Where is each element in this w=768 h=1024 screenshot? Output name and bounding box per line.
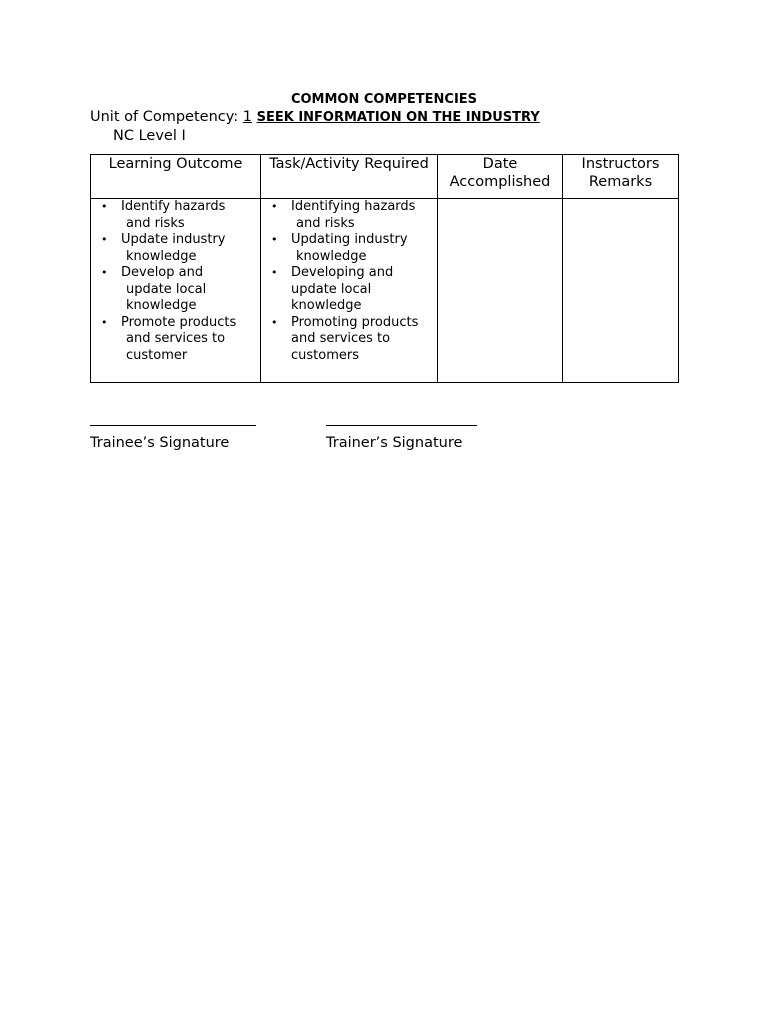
unit-of-competency <box>90 109 540 125</box>
list-item-text: update local <box>126 281 207 297</box>
task-activity-list <box>261 199 437 364</box>
trainee-signature-label: Trainee’s Signature <box>90 435 230 451</box>
trainee-signature-line[interactable] <box>90 425 256 426</box>
list-item <box>121 265 260 315</box>
learning-outcome-cell <box>91 199 261 383</box>
trainer-signature-line[interactable] <box>326 425 477 426</box>
header-date-accomplished <box>438 155 563 199</box>
header-task-activity <box>261 155 438 199</box>
list-item <box>291 232 437 265</box>
list-item <box>291 265 437 315</box>
list-item-text: Update industry <box>121 232 226 247</box>
learning-outcome-list <box>91 199 260 364</box>
unit-prefix: Unit of Competency: <box>90 109 243 125</box>
date-accomplished-cell[interactable] <box>438 199 563 383</box>
list-item-text: Promoting products <box>291 314 419 330</box>
list-item-text: and risks <box>296 215 355 231</box>
unit-number: 1 <box>242 109 252 125</box>
table-row <box>91 199 679 383</box>
header-label: Date Accomplished <box>449 156 551 190</box>
list-item <box>291 315 437 365</box>
instructors-remarks-cell[interactable] <box>563 199 679 383</box>
list-item-text: Identify hazards <box>121 199 226 214</box>
list-item <box>291 199 437 232</box>
nc-level: NC Level I <box>113 128 186 144</box>
list-item-text: customer <box>126 347 188 363</box>
header-label: Task/Activity Required <box>269 156 429 172</box>
competency-table <box>90 154 679 383</box>
trainer-signature-label: Trainer’s Signature <box>326 435 463 451</box>
list-item-text: customers <box>291 347 359 363</box>
list-item-text: knowledge <box>296 248 367 264</box>
list-item-text: Developing and <box>291 265 394 280</box>
list-item-text: knowledge <box>291 298 362 313</box>
header-instructors-remarks <box>563 155 679 199</box>
list-item-text: Promote products <box>121 314 237 330</box>
list-item-text: update local <box>291 281 372 297</box>
list-item-text: knowledge <box>126 248 197 264</box>
list-item-text: Updating industry <box>291 232 408 247</box>
header-learning-outcome <box>91 155 261 199</box>
list-item-text: and services to <box>291 331 391 346</box>
list-item-text: and risks <box>126 215 185 231</box>
list-item <box>121 232 260 265</box>
page-title: COMMON COMPETENCIES <box>290 92 478 107</box>
list-item-text: Identifying hazards <box>291 199 416 214</box>
list-item-text: knowledge <box>126 298 197 313</box>
header-label: Instructors Remarks <box>581 156 660 190</box>
task-activity-cell <box>261 199 438 383</box>
list-item <box>121 199 260 232</box>
header-label: Learning Outcome <box>108 156 243 172</box>
unit-title: SEEK INFORMATION ON THE INDUSTRY <box>256 110 540 125</box>
list-item <box>121 315 260 365</box>
table-header-row <box>91 155 679 199</box>
list-item-text: and services to <box>126 331 226 346</box>
list-item-text: Develop and <box>121 265 204 280</box>
